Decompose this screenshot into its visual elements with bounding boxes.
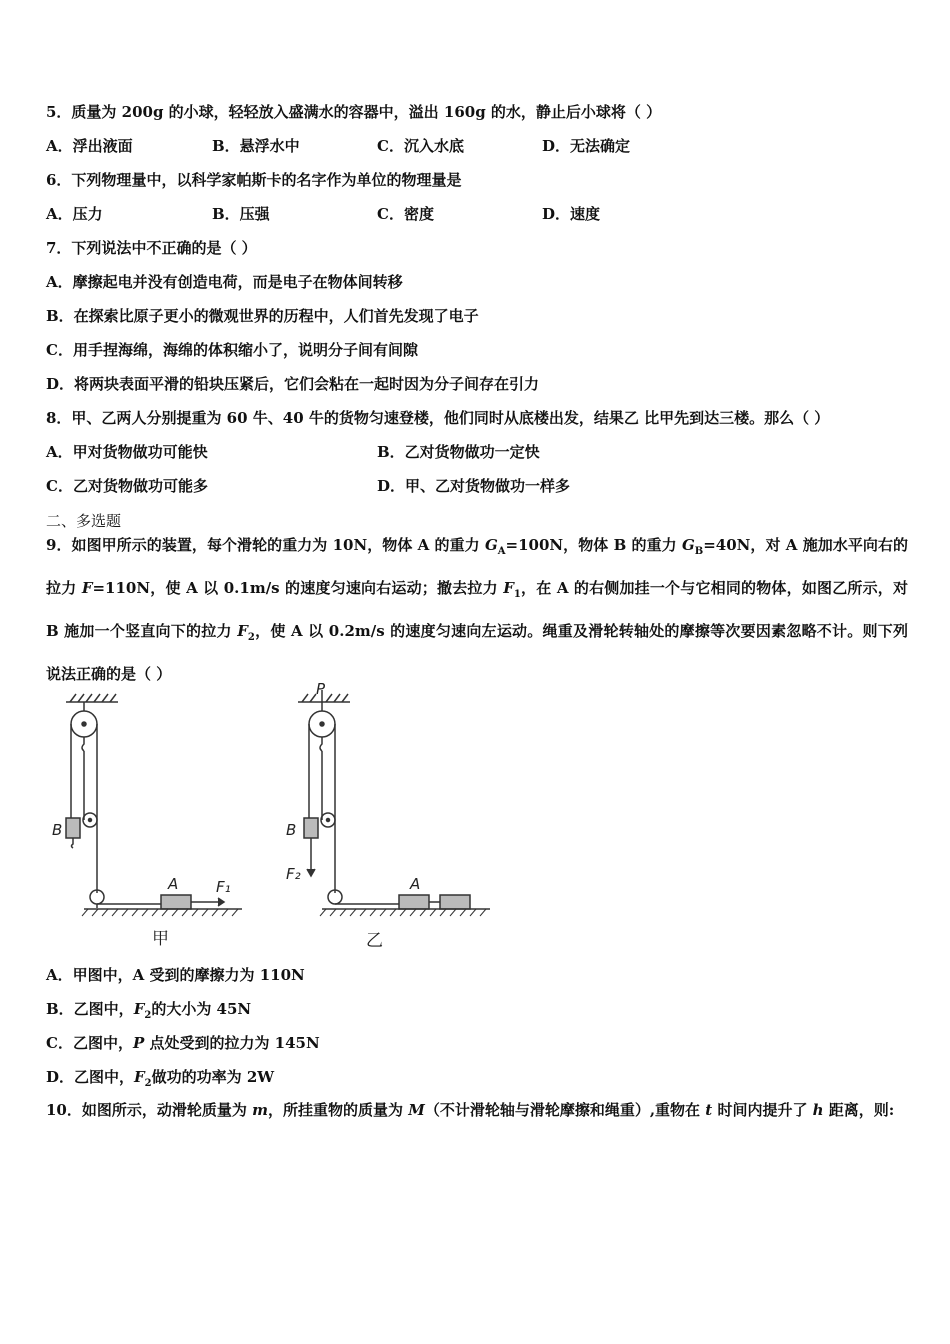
- q8-option-b: B．乙对货物做功一定快: [377, 443, 540, 461]
- q6-option-b: B．压强: [212, 205, 270, 223]
- q7-option-d: D．将两块表面平滑的铅块压紧后，它们会粘在一起时因为分子间存在引力: [46, 375, 540, 393]
- fig-caption-jia: 甲: [152, 929, 169, 949]
- q8-option-c: C．乙对货物做功可能多: [46, 477, 208, 495]
- section-heading: 二、多选题: [46, 512, 122, 530]
- q6-option-d: D．速度: [542, 205, 601, 223]
- q8-stem: 8．甲、乙两人分别提重为 60 牛、40 牛的货物匀速登楼，他们同时从底楼出发，结果乙 比甲先到达三楼。那么（ ）: [46, 409, 830, 427]
- q5-stem: 5．质量为 200g 的小球，轻轻放入盛满水的容器中，溢出 160g 的水，静止后小球将（ ）: [46, 103, 662, 121]
- q5-option-b: B．悬浮水中: [212, 137, 300, 155]
- fig-label-a-right: A: [410, 875, 421, 893]
- fig-label-b-left: B: [52, 821, 63, 839]
- q6-option-a: A．压力: [46, 205, 103, 223]
- q9-pulley-figure: [46, 680, 506, 955]
- figure-yi: [298, 690, 490, 916]
- fig-label-p: P: [316, 680, 326, 698]
- q7-option-c: C．用手捏海绵，海绵的体积缩小了，说明分子间有间隙: [46, 341, 418, 359]
- q9-option-d: D．乙图中，$F_2$做功的功率为 2W: [46, 1068, 275, 1089]
- q7-stem: 7．下列说法中不正确的是（ ）: [46, 239, 257, 257]
- q7-option-a: A．摩擦起电并没有创造电荷，而是电子在物体间转移: [46, 273, 403, 291]
- q6-option-c: C．密度: [377, 205, 434, 223]
- q5-option-c: C．沉入水底: [377, 137, 464, 155]
- q9-option-b: B．乙图中，$F_2$的大小为 45N: [46, 1000, 252, 1021]
- fig-label-f2: F₂: [286, 865, 301, 883]
- fig-label-b-right: B: [286, 821, 297, 839]
- q8-option-d: D．甲、乙对货物做功一样多: [377, 477, 571, 495]
- q10-stem: 10．如图所示，动滑轮质量为 m，所挂重物的质量为 M（不计滑轮轴与滑轮摩擦和绳重）,重物在 t 时间内提升了 h 距离，则:: [46, 1101, 895, 1119]
- q9-option-a: A．甲图中，A 受到的摩擦力为 110N: [46, 966, 305, 984]
- q6-stem: 6．下列物理量中，以科学家帕斯卡的名字作为单位的物理量是: [46, 171, 462, 189]
- fig-label-a-left: A: [168, 875, 179, 893]
- q9-option-c: C．乙图中，P 点处受到的拉力为 145N: [46, 1034, 320, 1052]
- fig-label-f1: F₁: [216, 878, 231, 896]
- q5-option-d: D．无法确定: [542, 137, 631, 155]
- q7-option-b: B．在探索比原子更小的微观世界的历程中，人们首先发现了电子: [46, 307, 479, 325]
- q8-option-a: A．甲对货物做功可能快: [46, 443, 208, 461]
- q9-stem: 9．如图甲所示的装置，每个滑轮的重力为 10N，物体 A 的重力 $G_A=100N$，物体 B 的重力 $G_B=40N$，对 A 施加水平向右的拉力 F=110N，使 A 以 0.1m/s 的速度匀速向右运动；撤去拉力 $F_1$，在 A 的右侧加挂一个与它相同的物体，如图乙所示，对 B 施加一个竖直向下的拉力 $F_2$，使 A 以 0.2m/s 的速度匀速向左运动。绳重及滑轮转轴处的摩擦等次要因素忽略不计。则下列说法正确的是（ ）: [46, 536, 908, 683]
- fig-caption-yi: 乙: [366, 931, 383, 951]
- q5-option-a: A．浮出液面: [46, 137, 133, 155]
